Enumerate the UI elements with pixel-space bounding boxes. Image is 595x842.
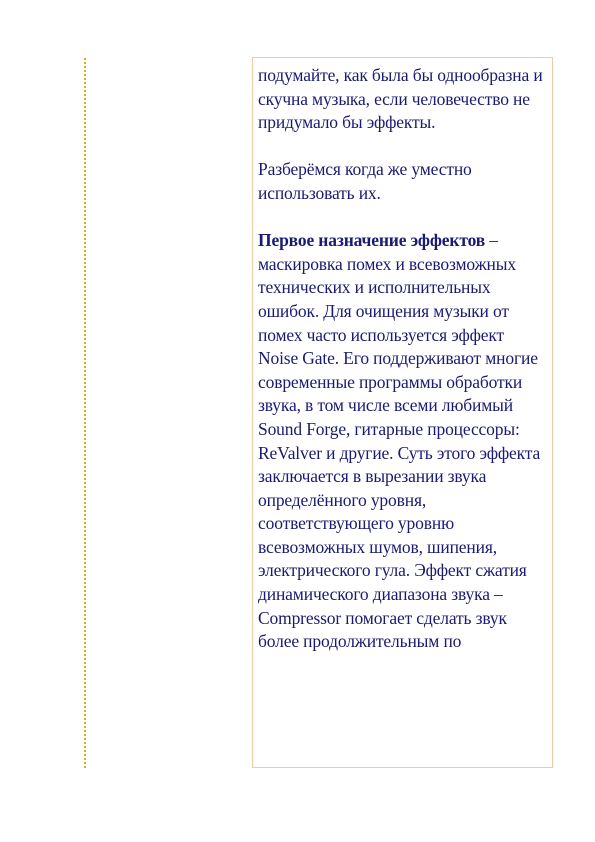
first-purpose-body: – маскировка помех и всевозможных технических и исполнительных ошибок. Для очищения музыки от помех часто используется эффект Noise Gate. Его поддерживают многие современные программы обработки звука, в том числе всеми любимый Sound Forge, гитарные процессоры: ReValver и другие. Суть этого эффекта заключается в вырезании звука определённого уровня, соответствующего уровню всевозможных шумов, шипения, электрического гула. Эффект сжатия динамического диапазона звука – Compressor помогает сделать звук более продолжительным по <box>258 230 541 652</box>
paragraph-gap <box>258 135 548 159</box>
paragraph-when-to-use: Разберёмся когда же уместно использовать их. <box>258 159 472 203</box>
paragraph-first-purpose <box>258 229 548 654</box>
first-purpose-heading: Первое назначение эффектов <box>258 230 486 251</box>
left-dotted-rule <box>84 58 86 768</box>
paragraph-gap <box>258 206 548 230</box>
paragraph-effects-intro: подумайте, как была бы однообразна и скучна музыка, если человечество не придумало бы эффекты. <box>258 65 543 133</box>
text-frame <box>252 57 553 768</box>
